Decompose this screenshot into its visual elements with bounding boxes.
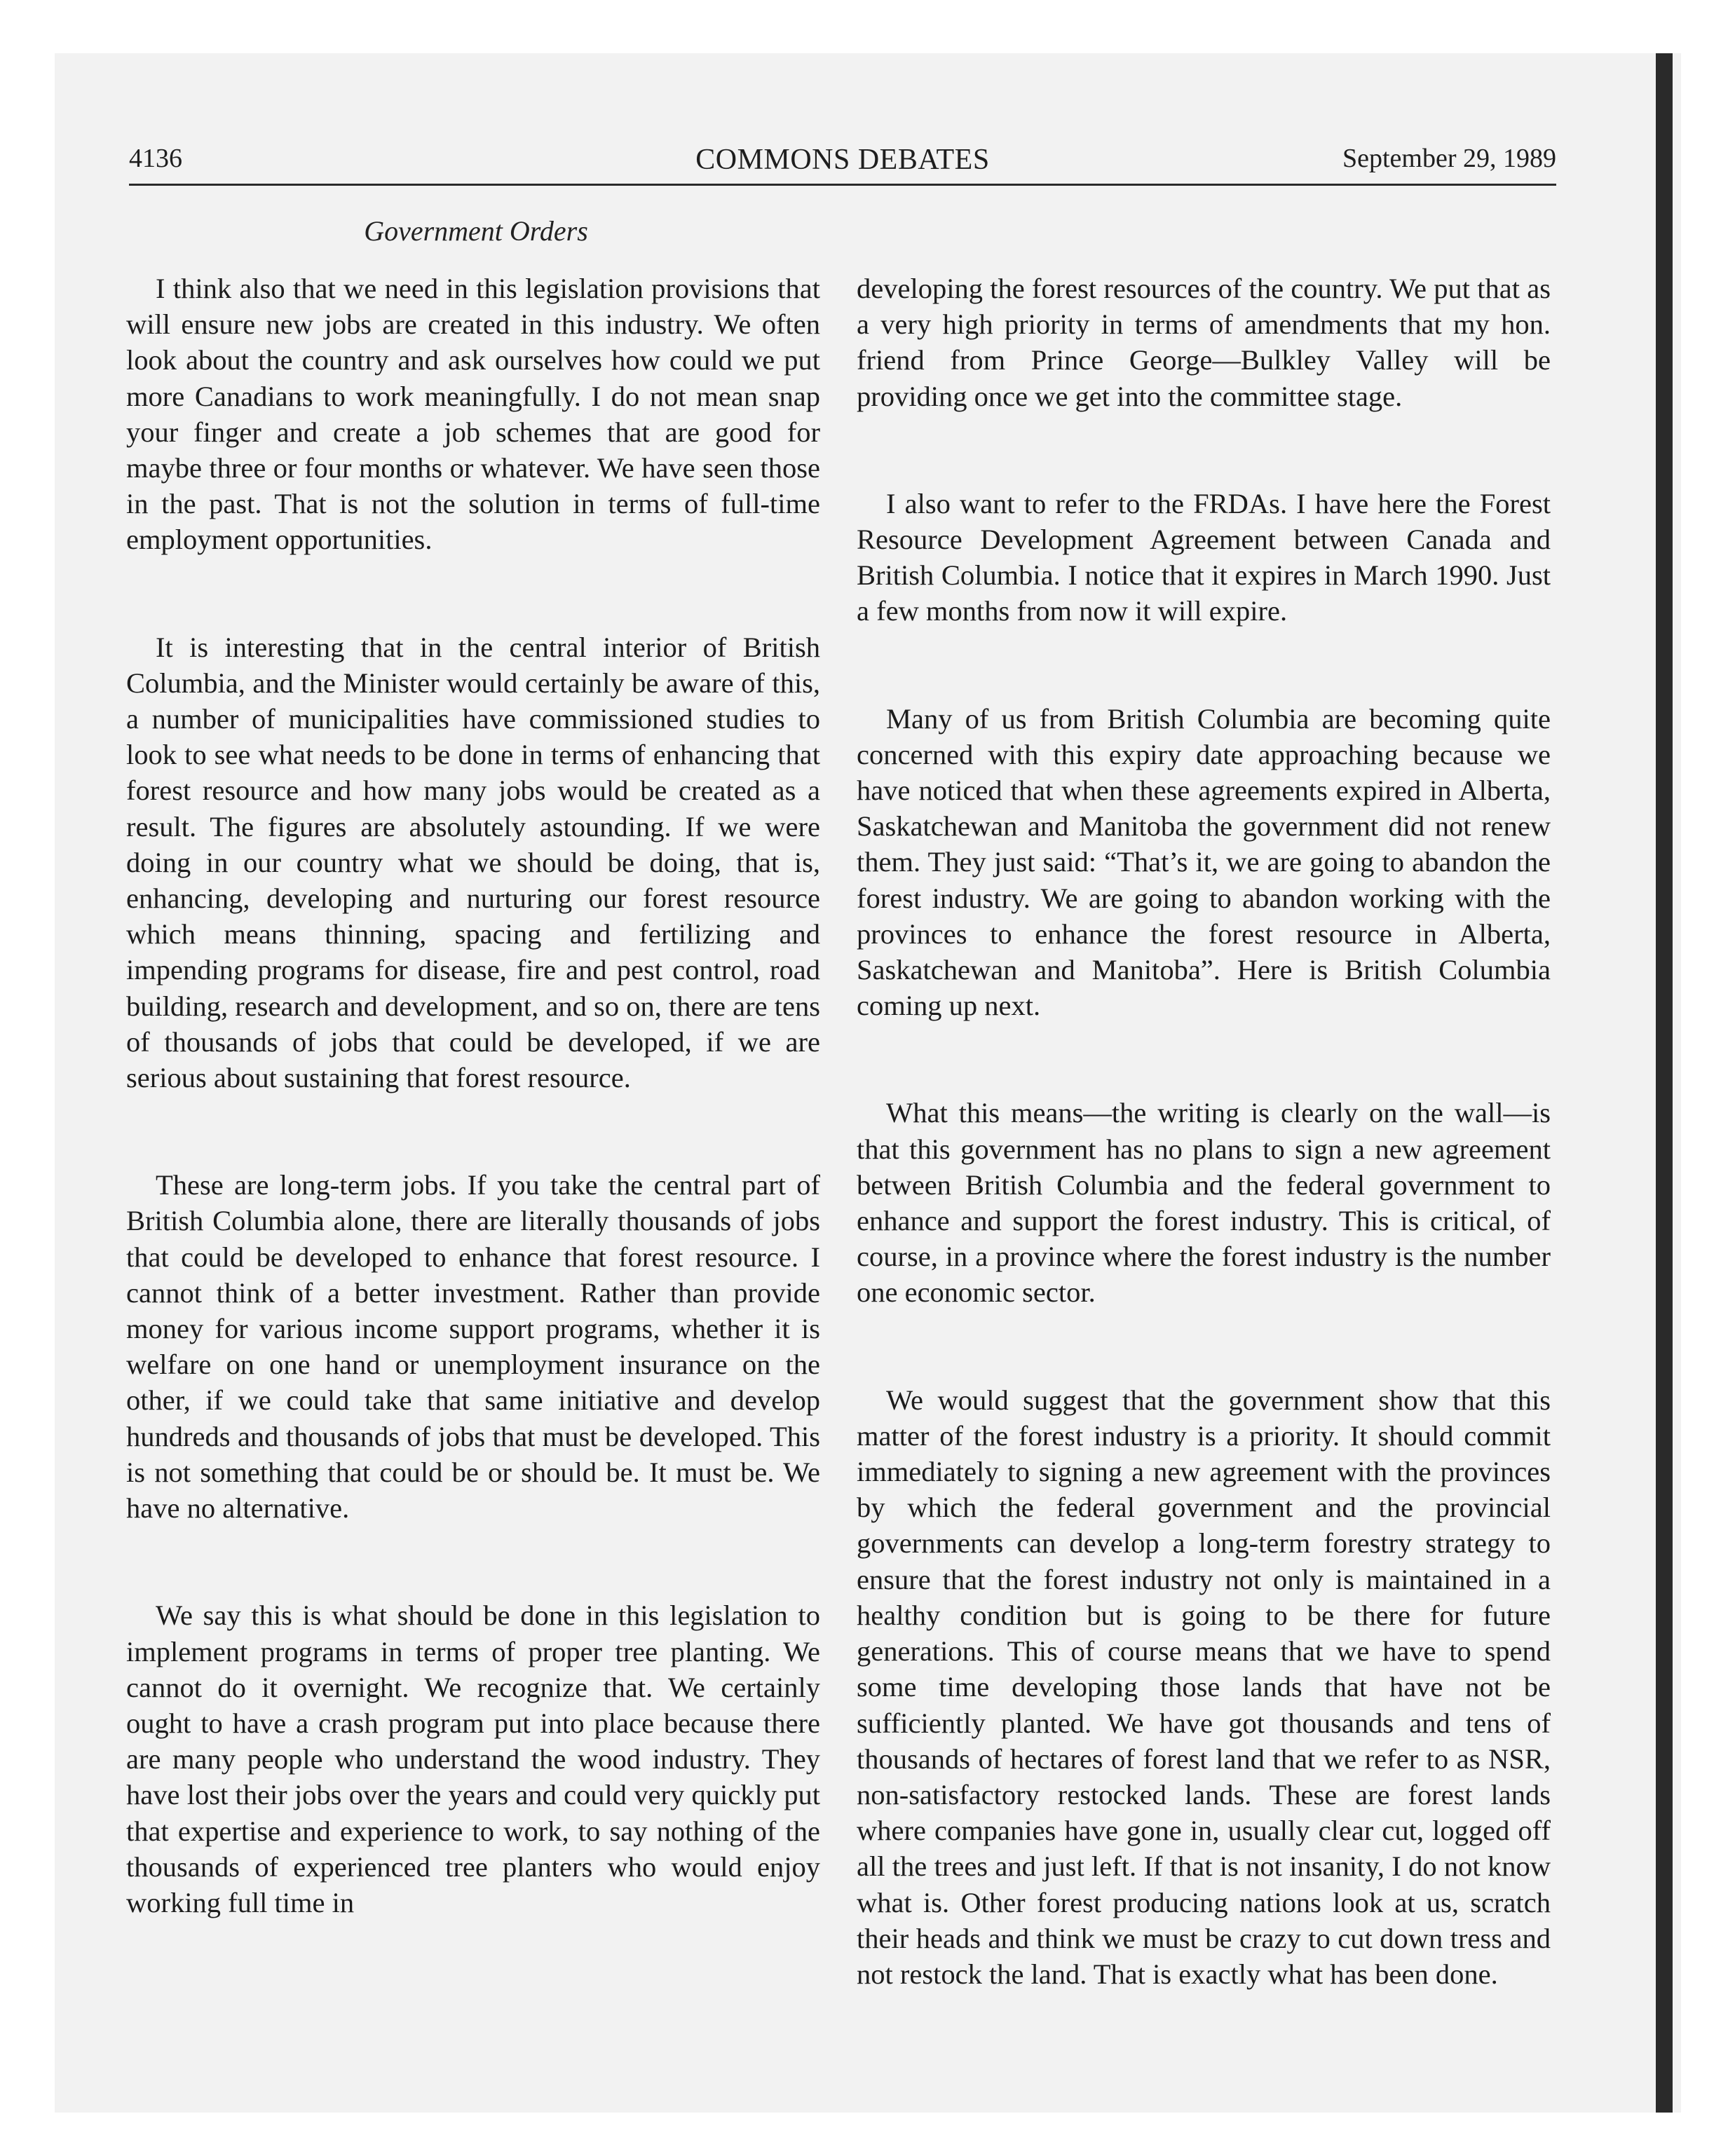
paragraph: It is interesting that in the central interior of British Columbia, and the Minister would certainly be aware of this, a number of municipalities have commissioned studies to look to see what needs to be done in terms of enhancing that forest resource and how many jobs would be created as a result. The figures are absolutely astounding. If we were doing in our country what we should be doing, that is, enhancing, developing and nurturing our forest resource which means thinning, spacing and fertilizing and impending programs for disease, fire and pest control, road building, research and development, and so on, there are tens of thousands of jobs that could be developed, if we are serious about sustaining that forest resource. (126, 631, 820, 1094)
left-column (126, 271, 820, 1992)
paragraph-continued: developing the forest resources of the country. We put that as a very high priority in terms of amendments that my hon. friend from Prince George—Bulkley Valley will be providing once we get into the committee stage. (857, 273, 1551, 412)
section-title: Government Orders (364, 215, 588, 247)
header-rule (129, 184, 1556, 186)
paragraph: We say this is what should be done in this legislation to implement programs in terms of proper tree planting. We cannot do it overnight. We recognize that. We certainly ought to have a crash program put into place because there are many people who understand the wood industry. They have lost their jobs over the years and could very quickly put that expertise and experience to work, to say nothing of the thousands of experienced tree planters who would enjoy working full time in (126, 1599, 820, 1918)
publication-date: September 29, 1989 (1342, 144, 1556, 173)
publication-title: COMMONS DEBATES (695, 144, 990, 176)
paragraph: What this means—the writing is clearly on the wall—is that this government has no plans to sign a new agreement between British Columbia and the federal government to enhance and support the forest industry. This is critical, of course, in a province where the forest industry is the number one economic sector. (857, 1097, 1551, 1309)
scan-edge-bar (1656, 53, 1673, 2113)
page-header (129, 143, 1556, 185)
paragraph: We would suggest that the government show that this matter of the forest industry is a priority. It should commit immediately to signing a new agreement with the provinces by which the federal government and the provincial governments can develop a long-term forestry strategy to ensure that the forest industry not only is maintained in a healthy condition but is going to be there for future generations. This of course means that we have to spend some time developing those lands that have not be sufficiently planted. We have got thousands and tens of thousands of hectares of forest land that we refer to as NSR, non-satisfactory restocked lands. These are forest lands where companies have gone in, usually clear cut, logged off all the trees and just left. If that is not insanity, I do not know what is. Other forest producing nations look at us, scratch their heads and think we must be crazy to cut down tress and not restock the land. That is exactly what has been done. (857, 1384, 1551, 1990)
right-column (857, 271, 1551, 2063)
paragraph: I think also that we need in this legislation provisions that will ensure new jobs are created in this industry. We often look about the country and ask ourselves how could we put more Canadians to work meaningfully. I do not mean snap your finger and create a job schemes that are good for maybe three or four months or whatever. We have seen those in the past. That is not the solution in terms of full-time employment opportunities. (126, 273, 820, 556)
paragraph: Many of us from British Columbia are becoming quite concerned with this expiry date approaching because we have noticed that when these agreements expired in Alberta, Saskatchewan and Manitoba the government did not renew them. They just said: “That’s it, we are going to abandon the forest industry. We are going to abandon working with the provinces to enhance the forest resource in Alberta, Saskatchewan and Manitoba”. Here is British Columbia coming up next. (857, 702, 1551, 1022)
paragraph: I also want to refer to the FRDAs. I have here the Forest Resource Development Agreement between Canada and British Columbia. I notice that it expires in March 1990. Just a few months from now it will expire. (857, 487, 1551, 627)
paragraph: These are long-term jobs. If you take the central part of British Columbia alone, there are literally thousands of jobs that could be developed to enhance that forest resource. I cannot think of a better investment. Rather than provide money for various income support programs, whether it is welfare on one hand or unemployment insurance on the other, if we could take that same initiative and develop hundreds and thousands of jobs that must be developed. This is not something that could be or should be. It must be. We have no alternative. (126, 1169, 820, 1524)
page-number: 4136 (129, 144, 182, 173)
